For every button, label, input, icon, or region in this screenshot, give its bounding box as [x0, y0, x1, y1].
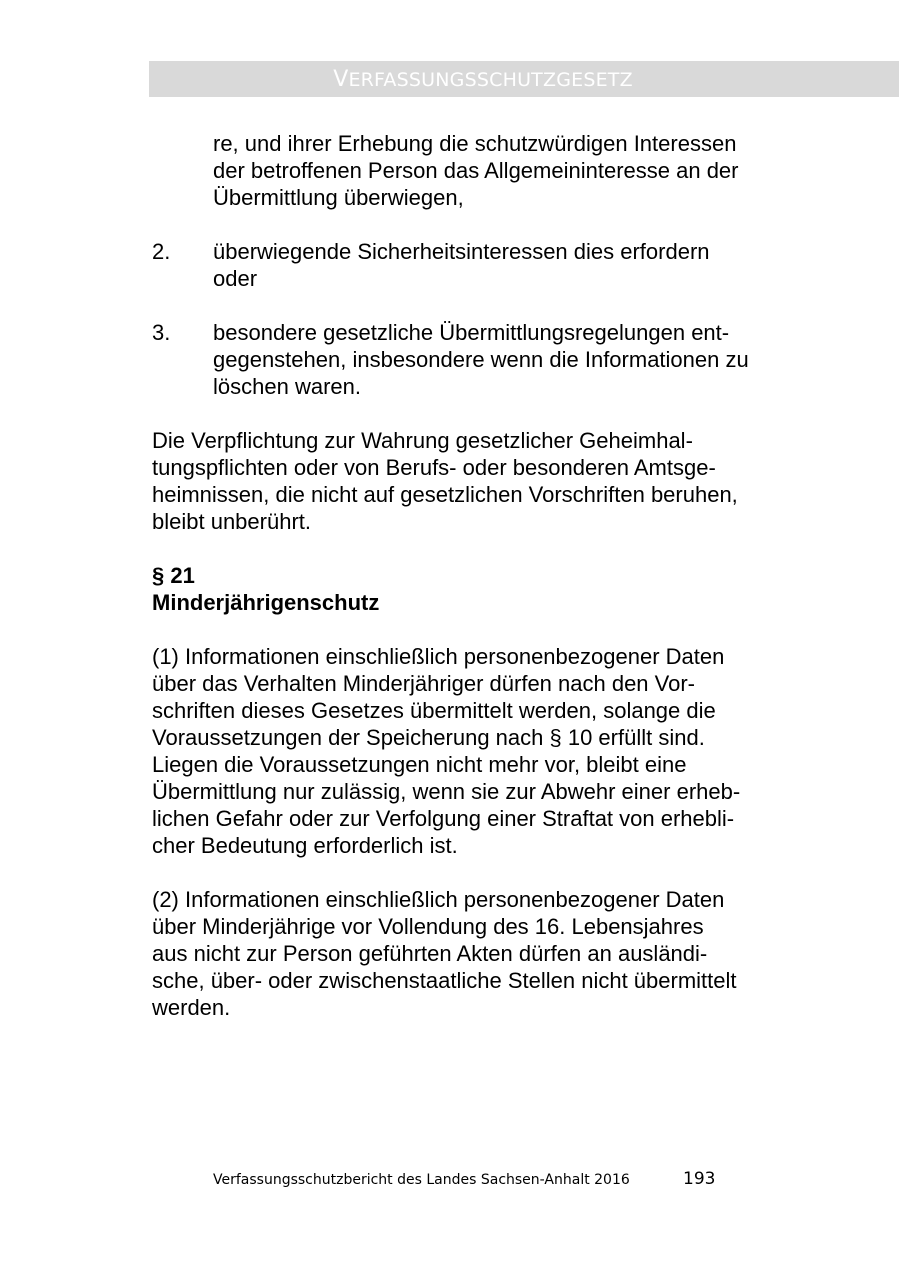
- section-number: § 21: [152, 563, 195, 588]
- text-line: Die Verpflichtung zur Wahrung gesetzlicher Geheimhal-: [152, 428, 693, 453]
- text-line: der betroffenen Person das Allgemeininteresse an der: [213, 158, 739, 183]
- page-content: [152, 130, 792, 1021]
- section-heading: [152, 562, 792, 616]
- running-header-rest: ERFASSUNGSSCHUTZGESETZ: [348, 69, 633, 91]
- text-line: cher Bedeutung erforderlich ist.: [152, 833, 458, 858]
- list-item-number: 3.: [152, 320, 171, 345]
- section-title: Minderjährigenschutz: [152, 590, 380, 615]
- running-header-initial: V: [333, 67, 349, 92]
- page-number: 193: [683, 1169, 716, 1189]
- text-line: re, und ihrer Erhebung die schutzwürdigen Interessen: [213, 131, 737, 156]
- text-line: bleibt unberührt.: [152, 509, 311, 534]
- text-line: besondere gesetzliche Übermittlungsregelungen ent-: [213, 320, 730, 345]
- text-line: aus nicht zur Person geführten Akten dürfen an ausländi-: [152, 941, 708, 966]
- text-line: werden.: [152, 995, 231, 1020]
- text-line: Übermittlung nur zulässig, wenn sie zur Abwehr einer erheb-: [152, 779, 741, 804]
- text-line: tungspflichten oder von Berufs- oder besonderen Amtsge-: [152, 455, 716, 480]
- list-item-number: 2.: [152, 239, 171, 264]
- list-continuation: [152, 130, 792, 211]
- paragraph-1: [152, 643, 792, 859]
- list-item: [152, 319, 792, 400]
- text-line: sche, über- oder zwischenstaatliche Stellen nicht übermittelt: [152, 968, 737, 993]
- list-item: [152, 238, 792, 292]
- text-line: (2) Informationen einschließlich personenbezogener Daten: [152, 887, 725, 912]
- text-line: heimnissen, die nicht auf gesetzlichen Vorschriften beruhen,: [152, 482, 738, 507]
- text-line: Übermittlung überwiegen,: [213, 185, 464, 210]
- text-line: über Minderjährige vor Vollendung des 16. Lebensjahres: [152, 914, 704, 939]
- text-line: über das Verhalten Minderjähriger dürfen nach den Vor-: [152, 671, 696, 696]
- text-line: lichen Gefahr oder zur Verfolgung einer Straftat von erhebli-: [152, 806, 735, 831]
- text-line: überwiegende Sicherheitsinteressen dies erfordern: [213, 239, 710, 264]
- text-line: oder: [213, 266, 258, 291]
- running-header-title: [149, 68, 817, 92]
- paragraph-2: [152, 886, 792, 1021]
- text-line: Liegen die Voraussetzungen nicht mehr vor, bleibt eine: [152, 752, 687, 777]
- text-line: schriften dieses Gesetzes übermittelt werden, solange die: [152, 698, 716, 723]
- text-line: (1) Informationen einschließlich personenbezogener Daten: [152, 644, 725, 669]
- footer-publication: Verfassungsschutzbericht des Landes Sachsen-Anhalt 2016: [213, 1172, 630, 1188]
- text-line: Voraussetzungen der Speicherung nach § 10 erfüllt sind.: [152, 725, 705, 750]
- text-line: löschen waren.: [213, 374, 361, 399]
- text-line: gegenstehen, insbesondere wenn die Informationen zu: [213, 347, 749, 372]
- closing-paragraph: [152, 427, 792, 535]
- header-bar: [149, 61, 899, 97]
